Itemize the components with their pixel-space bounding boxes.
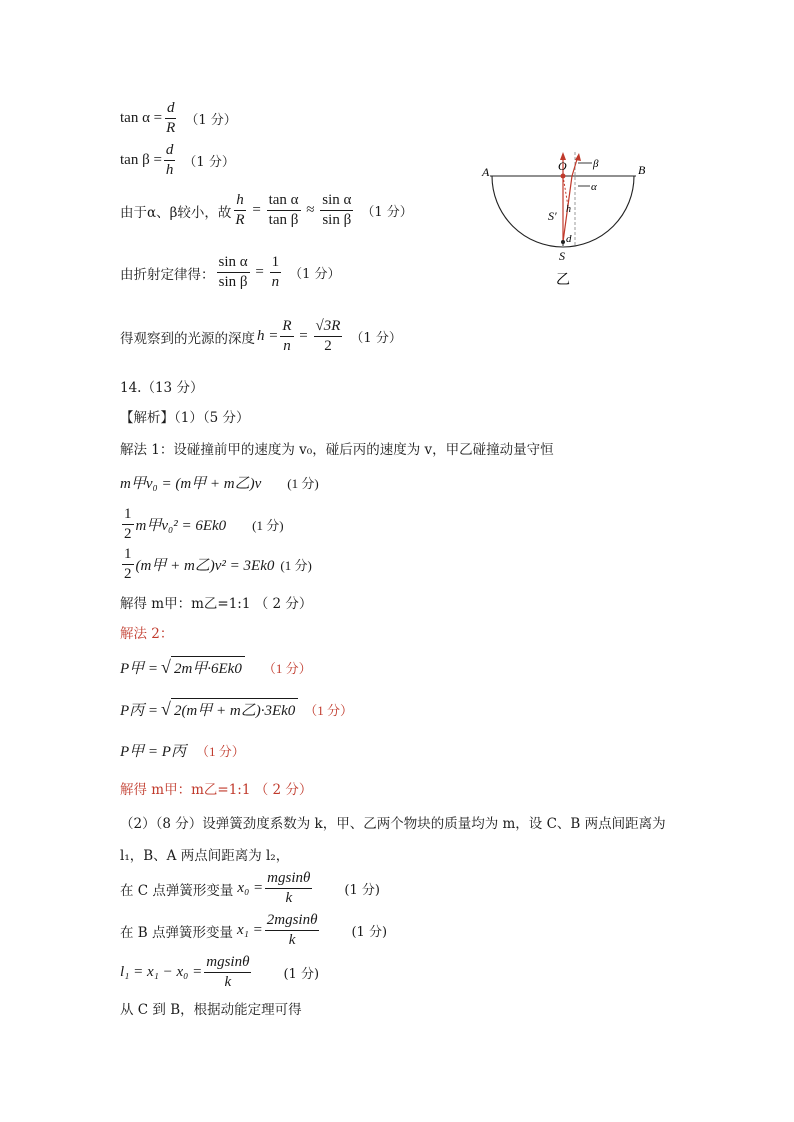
fraction-denominator: k	[288, 932, 296, 948]
eq-p1	[120, 656, 312, 678]
eq1: m甲v₀ = (m甲 + m乙)v	[120, 476, 262, 492]
fraction-denominator: n	[283, 338, 291, 354]
score: （1 分）	[262, 660, 312, 676]
refraction-lhs	[217, 254, 250, 291]
fraction-numerator: 1	[122, 546, 134, 565]
fraction-denominator: k	[285, 890, 293, 906]
eq-energy-after	[120, 546, 312, 583]
score: （1 分）	[361, 205, 413, 220]
sqrt-icon: √	[161, 656, 171, 677]
eq-b-deformation	[120, 912, 387, 949]
fraction-denominator: R	[166, 120, 176, 136]
method1-text: 解法 1：设碰撞前甲的速度为 v₀，碰后丙的速度为 v，甲乙碰撞动量守恒	[120, 442, 554, 458]
fraction-denominator: tan β	[268, 212, 299, 228]
fraction-denominator: 2	[124, 566, 132, 582]
label-Sprime: S′	[548, 209, 557, 223]
fraction-denominator: R	[235, 212, 245, 228]
score: （1 分）	[350, 331, 402, 346]
hemisphere-diagram-svg	[478, 150, 646, 290]
p1-radicand: 2m甲·6Ek0	[171, 656, 245, 678]
score: （1 分）	[183, 155, 235, 170]
score: （1 分）	[289, 267, 341, 282]
virtual-ray	[563, 176, 568, 206]
sqrt-icon: √	[161, 698, 171, 719]
label-h: h	[566, 204, 571, 215]
fraction-denominator: 2	[324, 338, 332, 354]
part2-line1: （2）（8 分）设弹簧劲度系数为 k，甲、乙两个物块的质量均为 m，设 C、B 两点间距离为	[120, 816, 666, 832]
eq-l1	[120, 954, 319, 991]
score: （1 分）	[195, 744, 245, 759]
fraction-numerator: sin α	[320, 192, 353, 211]
eq-energy-before	[120, 506, 284, 543]
fraction-numerator: sin α	[217, 254, 250, 273]
label-alpha: α	[591, 181, 597, 193]
fraction-numerator: h	[234, 192, 246, 211]
b-fraction	[265, 912, 320, 949]
fraction-numerator: 1	[270, 254, 282, 273]
eq-p2	[120, 698, 353, 720]
label-S: S	[559, 249, 565, 263]
label-O: O	[558, 159, 567, 173]
score: (1 分)	[252, 518, 284, 533]
eq-c-deformation	[120, 870, 380, 907]
fraction-denominator: sin β	[218, 274, 248, 290]
p3: P甲 = P丙	[120, 744, 186, 760]
point-O	[561, 174, 566, 179]
label-beta: β	[593, 158, 599, 170]
fraction-denominator: sin β	[322, 212, 352, 228]
R-over-n	[280, 318, 293, 355]
depth-h: h =	[257, 328, 279, 344]
sqrt3R-over-2	[314, 318, 343, 355]
fraction-numerator: d	[164, 142, 176, 161]
eq-momentum	[120, 472, 319, 493]
method2-title: 解法 2：	[120, 626, 174, 642]
eq-refraction: 由折射定律得： $\frac{\text{sin α}}{\text{sin β}}$ = $\frac{1}{n}$ （1 分）	[120, 254, 341, 290]
label-A: A	[482, 165, 490, 179]
p2-lhs: P丙 =	[120, 702, 159, 719]
b-prefix: 在 B 点弹簧形变量	[120, 924, 234, 941]
fraction-numerator: √3R	[314, 318, 343, 337]
refraction-rhs	[270, 254, 282, 291]
score: （1 分）	[304, 702, 354, 718]
eq-tan-alpha	[120, 100, 237, 137]
l1-fraction	[204, 954, 251, 991]
label-d: d	[566, 233, 572, 245]
refraction-prefix: 由折射定律得：	[120, 266, 215, 283]
fraction-denominator: n	[271, 274, 280, 290]
fraction-numerator: mgsinθ	[265, 870, 312, 889]
q14-analysis: 【解析】（1）（5 分）	[120, 410, 250, 426]
eq2: m甲v₀² = 6Ek0	[135, 518, 227, 534]
eq-small-angle: 由于α、β较小，故 $\frac{h}{R}$ = $\frac{\text{tan α}}{\text{tan β}}$ ≈ $\frac{\text{sin α}}{\text{sin β}}$ （1 分）	[120, 192, 413, 228]
c-prefix: 在 C 点弹簧形变量	[120, 882, 234, 899]
fraction-denominator: h	[165, 162, 174, 178]
score: (1 分)	[283, 967, 320, 982]
fraction-numerator: 1	[122, 506, 134, 525]
score: (1 分)	[287, 476, 319, 491]
b-lhs: x₁ =	[237, 922, 263, 938]
part2-line2: l₁，B、A 两点间距离为 l₂，	[120, 848, 290, 864]
q14-title: 14.（13 分）	[120, 380, 204, 396]
tan-alpha-fraction	[164, 100, 177, 137]
tan-beta-fraction	[164, 142, 176, 179]
refracted-arrow-head	[575, 153, 581, 161]
fraction-numerator: 2mgsinθ	[265, 912, 320, 931]
small-angle-prefix: 由于α、β较小，故	[120, 204, 232, 221]
fraction-numerator: R	[280, 318, 293, 337]
tan-ratio	[267, 192, 301, 229]
label-B: B	[638, 163, 646, 177]
eq-tan-beta	[120, 142, 235, 179]
c-fraction	[265, 870, 312, 907]
point-S	[561, 240, 565, 244]
fraction-denominator: k	[224, 974, 232, 990]
eq3: (m甲 + m乙)v² = 3Ek0	[135, 558, 275, 574]
p1-lhs: P甲 =	[120, 660, 159, 677]
depth-prefix: 得观察到的光源的深度	[120, 330, 255, 347]
tan-beta-lhs: tan β =	[120, 152, 162, 168]
sin-ratio	[320, 192, 353, 229]
score: （1 分）	[185, 113, 237, 128]
figure-caption: 乙	[556, 272, 570, 288]
fraction-numerator: tan α	[267, 192, 301, 211]
p2-radicand: 2(m甲 + m乙)·3Ek0	[171, 698, 298, 720]
h-over-R	[233, 192, 246, 229]
eq-depth: 得观察到的光源的深度 h = $\frac{R}{n}$ = $\frac{√3R}{2}$ （1 分）	[120, 318, 402, 354]
fraction-numerator: d	[165, 100, 177, 119]
fraction-numerator: mgsinθ	[204, 954, 251, 973]
result2: 解得 m甲：m乙=1:1 （ 2 分）	[120, 782, 313, 798]
l1-lhs: l₁ = x₁ − x₀ =	[120, 964, 203, 980]
c-lhs: x₀ =	[237, 880, 264, 896]
hemisphere-diagram	[478, 150, 646, 290]
result1: 解得 m甲：m乙=1:1 （ 2 分）	[120, 596, 313, 612]
tan-alpha-lhs: tan α =	[120, 110, 163, 126]
half-fraction	[122, 546, 134, 583]
score: (1 分)	[280, 558, 312, 573]
half-fraction	[122, 506, 134, 543]
eq-p3	[120, 740, 245, 761]
fraction-denominator: 2	[124, 526, 132, 542]
score: (1 分)	[351, 925, 388, 940]
score: (1 分)	[344, 883, 380, 898]
final-text: 从 C 到 B，根据动能定理可得	[120, 1002, 302, 1018]
